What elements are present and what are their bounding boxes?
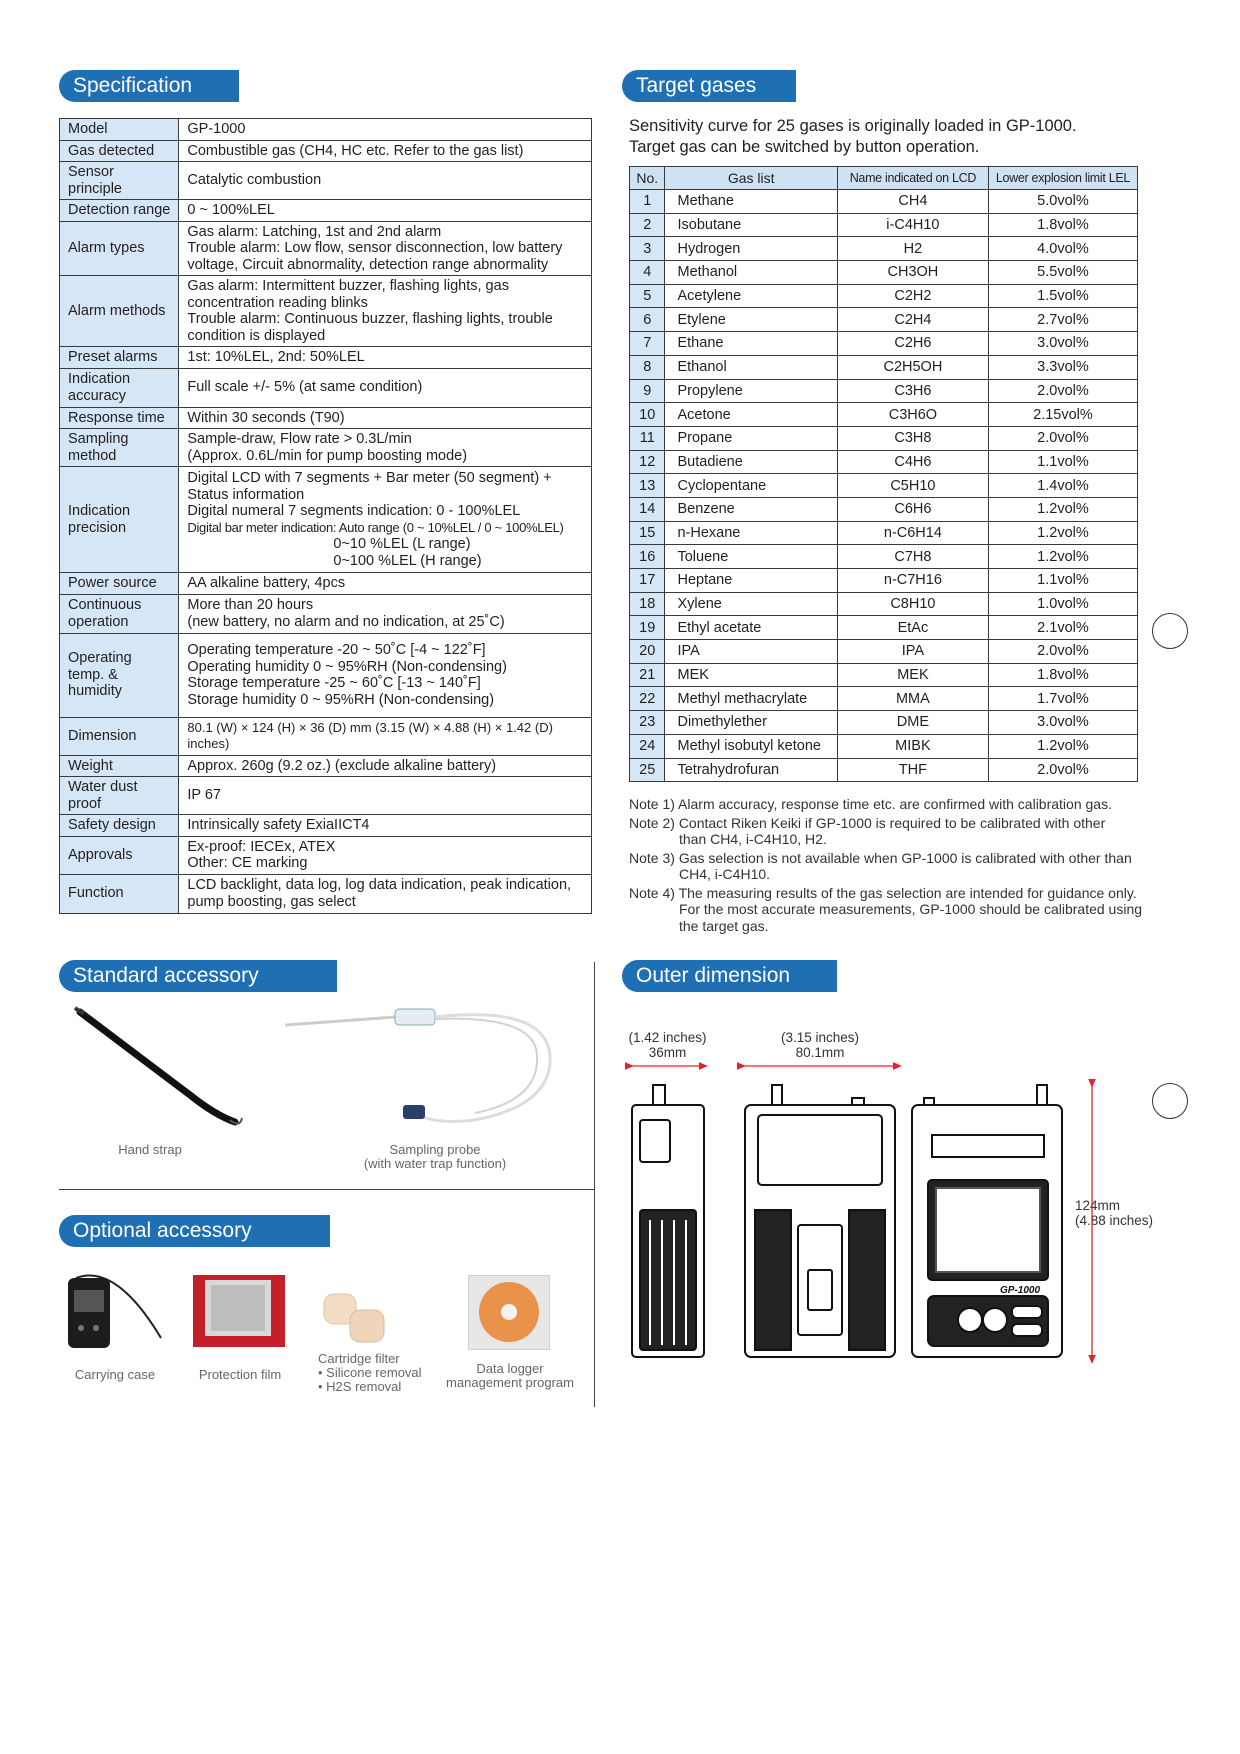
gas-lcd-cell: C2H6 bbox=[837, 332, 988, 356]
note-continuation: than CH4, i-C4H10, H2. bbox=[679, 831, 827, 847]
depth-inches: (1.42 inches) bbox=[628, 1030, 707, 1045]
gas-lel-cell: 3.0vol% bbox=[988, 332, 1137, 356]
gas-lcd-cell: C3H8 bbox=[837, 426, 988, 450]
gas-row bbox=[630, 592, 1138, 616]
spec-value bbox=[179, 221, 592, 276]
gas-lel-cell: 4.0vol% bbox=[988, 237, 1137, 261]
spec-value-line: Digital bar meter indication: Auto range (0 ~ 10%LEL / 0 ~ 100%LEL) bbox=[187, 519, 564, 535]
spec-row bbox=[60, 717, 592, 755]
gas-name-cell: IPA bbox=[665, 640, 837, 664]
gas-name-cell: Xylene bbox=[665, 592, 837, 616]
spec-row bbox=[60, 119, 592, 141]
gas-lel-cell: 1.1vol% bbox=[988, 569, 1137, 593]
gas-lcd-cell: C2H5OH bbox=[837, 355, 988, 379]
spec-label: Weight bbox=[60, 755, 179, 777]
gas-row bbox=[630, 355, 1138, 379]
gas-lel-cell: 5.0vol% bbox=[988, 190, 1137, 214]
note-item bbox=[629, 796, 1169, 813]
gas-lcd-cell: IPA bbox=[837, 640, 988, 664]
spec-label: Sampling method bbox=[60, 429, 179, 467]
gas-no-cell: 7 bbox=[630, 332, 665, 356]
spec-row bbox=[60, 815, 592, 837]
gas-name-cell: Ethanol bbox=[665, 355, 837, 379]
cartridge-filter-image bbox=[320, 1288, 400, 1348]
gas-header-cell: Name indicated on LCD bbox=[837, 167, 988, 190]
gas-no-cell: 1 bbox=[630, 190, 665, 214]
device-model-label: GP-1000 bbox=[1000, 1285, 1041, 1296]
gas-lcd-cell: C3H6O bbox=[837, 403, 988, 427]
gas-name-cell: Methyl methacrylate bbox=[665, 687, 837, 711]
gas-lel-cell: 2.15vol% bbox=[988, 403, 1137, 427]
gas-lcd-cell: C4H6 bbox=[837, 450, 988, 474]
protection-film-image bbox=[193, 1275, 285, 1347]
spec-value: 80.1 (W) × 124 (H) × 36 (D) mm (3.15 (W) × 4.88 (H) × 1.42 (D) inches) bbox=[179, 717, 592, 755]
cartridge-filter-item1: • Silicone removal bbox=[318, 1365, 422, 1380]
gas-no-cell: 14 bbox=[630, 497, 665, 521]
spec-label: Power source bbox=[60, 573, 179, 595]
gas-lel-cell: 1.8vol% bbox=[988, 663, 1137, 687]
gas-lcd-cell: H2 bbox=[837, 237, 988, 261]
gas-no-cell: 8 bbox=[630, 355, 665, 379]
hand-strap-image bbox=[70, 1000, 250, 1130]
gas-name-cell: Propane bbox=[665, 426, 837, 450]
spec-row bbox=[60, 836, 592, 874]
gas-lel-cell: 1.2vol% bbox=[988, 521, 1137, 545]
spec-label: Indication precision bbox=[60, 467, 179, 573]
gas-no-cell: 22 bbox=[630, 687, 665, 711]
width-mm: 80.1mm bbox=[795, 1045, 845, 1060]
spec-label: Alarm types bbox=[60, 221, 179, 276]
spec-value: Approx. 260g (9.2 oz.) (exclude alkaline battery) bbox=[179, 755, 592, 777]
gas-no-cell: 15 bbox=[630, 521, 665, 545]
gas-no-cell: 17 bbox=[630, 569, 665, 593]
spec-value: Full scale +/- 5% (at same condition) bbox=[179, 368, 592, 407]
gas-lcd-cell: THF bbox=[837, 758, 988, 782]
gas-no-cell: 5 bbox=[630, 284, 665, 308]
spec-label: Response time bbox=[60, 407, 179, 429]
note-text: Contact Riken Keiki if GP-1000 is required to be calibrated with other bbox=[678, 814, 1106, 831]
gas-lel-cell: 1.8vol% bbox=[988, 213, 1137, 237]
spec-value-line: Storage humidity 0 ~ 95%RH (Non-condensing) bbox=[187, 691, 495, 708]
note-continuation: For the most accurate measurements, GP-1000 should be calibrated using bbox=[679, 901, 1143, 917]
gas-no-cell: 10 bbox=[630, 403, 665, 427]
spec-row bbox=[60, 368, 592, 407]
gas-name-cell: Acetylene bbox=[665, 284, 837, 308]
gas-lcd-cell: CH3OH bbox=[837, 261, 988, 285]
width-dimension-label bbox=[770, 1030, 870, 1060]
gas-name-cell: Heptane bbox=[665, 569, 837, 593]
spec-value-line: Trouble alarm: Low flow, sensor disconnection, low battery voltage, Circuit abnormality, detection range abnormality bbox=[187, 240, 563, 273]
gas-header-cell: Lower explosion limit LEL bbox=[988, 167, 1137, 190]
spec-value bbox=[179, 467, 592, 573]
gas-lel-cell: 1.7vol% bbox=[988, 687, 1137, 711]
note-tag: Note 2) bbox=[629, 814, 675, 831]
gas-row bbox=[630, 284, 1138, 308]
spec-row bbox=[60, 407, 592, 429]
cartridge-filter-item2: • H2S removal bbox=[318, 1379, 402, 1394]
spec-row bbox=[60, 276, 592, 347]
gas-header-cell: Gas list bbox=[665, 167, 837, 190]
gas-lel-cell: 1.0vol% bbox=[988, 592, 1137, 616]
spec-label: Detection range bbox=[60, 200, 179, 222]
gas-lel-cell: 2.0vol% bbox=[988, 640, 1137, 664]
gas-lel-cell: 2.0vol% bbox=[988, 426, 1137, 450]
note-tag: Note 4) bbox=[629, 884, 675, 901]
note-text: Alarm accuracy, response time etc. are confirmed with calibration gas. bbox=[678, 796, 1112, 812]
gas-row bbox=[630, 403, 1138, 427]
gas-lel-cell: 1.4vol% bbox=[988, 474, 1137, 498]
spec-value-line: Storage temperature -25 ~ 60˚C [-13 ~ 140˚F] bbox=[187, 675, 481, 691]
spec-row bbox=[60, 347, 592, 369]
front-view bbox=[912, 1085, 1062, 1357]
gas-row bbox=[630, 663, 1138, 687]
note-item bbox=[629, 885, 1169, 935]
spec-value-line: 0~100 %LEL (H range) bbox=[333, 552, 482, 569]
gas-header-cell: No. bbox=[630, 167, 665, 190]
gas-lcd-cell: DME bbox=[837, 711, 988, 735]
gas-name-cell: Butadiene bbox=[665, 450, 837, 474]
back-view bbox=[745, 1085, 895, 1357]
gas-row bbox=[630, 497, 1138, 521]
gas-lcd-cell: C5H10 bbox=[837, 474, 988, 498]
gas-lcd-cell: C2H2 bbox=[837, 284, 988, 308]
gas-name-cell: Hydrogen bbox=[665, 237, 837, 261]
gas-lcd-cell: C8H10 bbox=[837, 592, 988, 616]
target-intro-line1: Sensitivity curve for 25 gases is originally loaded in GP-1000. bbox=[629, 117, 1077, 135]
gas-lel-cell: 2.1vol% bbox=[988, 616, 1137, 640]
spec-row bbox=[60, 467, 592, 573]
spec-value bbox=[179, 276, 592, 347]
sampling-probe-note: (with water trap function) bbox=[363, 1156, 507, 1171]
gas-header-row bbox=[630, 167, 1138, 190]
spec-label: Dimension bbox=[60, 717, 179, 755]
height-mm: 124mm bbox=[1075, 1198, 1121, 1213]
gas-name-cell: Methanol bbox=[665, 261, 837, 285]
spec-value-line: (Approx. 0.6L/min for pump boosting mode) bbox=[187, 447, 468, 464]
gas-name-cell: MEK bbox=[665, 663, 837, 687]
cartridge-filter-caption bbox=[310, 1352, 440, 1394]
gas-no-cell: 12 bbox=[630, 450, 665, 474]
data-logger-cd-image bbox=[468, 1275, 550, 1350]
gas-row bbox=[630, 190, 1138, 214]
gas-lel-cell: 5.5vol% bbox=[988, 261, 1137, 285]
gas-row bbox=[630, 640, 1138, 664]
carrying-case-caption: Carrying case bbox=[74, 1367, 156, 1382]
spec-value bbox=[179, 429, 592, 467]
spec-value-line: 0~10 %LEL (L range) bbox=[333, 536, 471, 552]
spec-row bbox=[60, 221, 592, 276]
gas-row bbox=[630, 687, 1138, 711]
gas-lel-cell: 2.7vol% bbox=[988, 308, 1137, 332]
gas-lel-cell: 1.2vol% bbox=[988, 545, 1137, 569]
note-text: Gas selection is not available when GP-1000 is calibrated with other than bbox=[678, 849, 1132, 866]
spec-value bbox=[179, 633, 592, 717]
carrying-case-image bbox=[66, 1268, 166, 1353]
spec-value-line: Sample-draw, Flow rate > 0.3L/min bbox=[187, 431, 412, 447]
gas-name-cell: Cyclopentane bbox=[665, 474, 837, 498]
spec-value-line: Digital numeral 7 segments indication: 0 - 100%LEL bbox=[187, 503, 521, 519]
gas-lcd-cell: n-C6H14 bbox=[837, 521, 988, 545]
spec-value-line: Ex-proof: IECEx, ATEX bbox=[187, 838, 336, 855]
gas-row bbox=[630, 734, 1138, 758]
spec-row bbox=[60, 755, 592, 777]
hand-strap-caption: Hand strap bbox=[118, 1142, 182, 1157]
gas-no-cell: 18 bbox=[630, 592, 665, 616]
gas-row bbox=[630, 332, 1138, 356]
gas-lcd-cell: C3H6 bbox=[837, 379, 988, 403]
data-logger-label2: management program bbox=[446, 1375, 574, 1390]
width-inches: (3.15 inches) bbox=[780, 1030, 860, 1045]
gas-row bbox=[630, 450, 1138, 474]
spec-label: Alarm methods bbox=[60, 276, 179, 347]
spec-table bbox=[59, 118, 592, 914]
gas-no-cell: 20 bbox=[630, 640, 665, 664]
spec-label: Preset alarms bbox=[60, 347, 179, 369]
gas-row bbox=[630, 521, 1138, 545]
spec-label: Indication accuracy bbox=[60, 368, 179, 407]
cartridge-filter-label: Cartridge filter bbox=[318, 1351, 400, 1366]
gas-no-cell: 19 bbox=[630, 616, 665, 640]
spec-label: Safety design bbox=[60, 815, 179, 837]
spec-value bbox=[179, 836, 592, 874]
gas-no-cell: 2 bbox=[630, 213, 665, 237]
spec-label: Operating temp. & humidity bbox=[60, 633, 179, 717]
depth-mm: 36mm bbox=[648, 1045, 687, 1060]
spec-row bbox=[60, 777, 592, 815]
gas-name-cell: n-Hexane bbox=[665, 521, 837, 545]
outer-title: Outer dimension bbox=[622, 960, 837, 992]
gas-lel-cell: 1.2vol% bbox=[988, 734, 1137, 758]
spec-label: Water dust proof bbox=[60, 777, 179, 815]
gas-lcd-cell: MIBK bbox=[837, 734, 988, 758]
gas-lcd-cell: C7H8 bbox=[837, 545, 988, 569]
spec-row bbox=[60, 200, 592, 222]
standard-title: Standard accessory bbox=[59, 960, 337, 992]
spec-value-line: Operating humidity 0 ~ 95%RH (Non-condensing) bbox=[187, 658, 507, 675]
outer-dimension-drawing bbox=[620, 1060, 1100, 1370]
spec-title: Specification bbox=[59, 70, 239, 102]
gas-no-cell: 23 bbox=[630, 711, 665, 735]
divider-horizontal bbox=[59, 1189, 594, 1190]
gas-name-cell: Benzene bbox=[665, 497, 837, 521]
gas-row bbox=[630, 474, 1138, 498]
spec-row bbox=[60, 633, 592, 717]
gas-name-cell: Propylene bbox=[665, 379, 837, 403]
gas-row bbox=[630, 545, 1138, 569]
spec-value-line: Digital LCD with 7 segments + Bar meter (50 segment) + Status information bbox=[187, 470, 552, 503]
sampling-probe-caption bbox=[355, 1143, 515, 1171]
gas-row bbox=[630, 569, 1138, 593]
gas-row bbox=[630, 616, 1138, 640]
spec-value: IP 67 bbox=[179, 777, 592, 815]
note-item bbox=[629, 850, 1169, 883]
spec-label: Sensor principle bbox=[60, 162, 179, 200]
note-continuation: CH4, i-C4H10. bbox=[679, 866, 771, 882]
gas-lel-cell: 1.5vol% bbox=[988, 284, 1137, 308]
gas-row bbox=[630, 261, 1138, 285]
gas-lcd-cell: C6H6 bbox=[837, 497, 988, 521]
gas-lcd-cell: CH4 bbox=[837, 190, 988, 214]
spec-label: Gas detected bbox=[60, 140, 179, 162]
gas-lcd-cell: MMA bbox=[837, 687, 988, 711]
gas-name-cell: Methyl isobutyl ketone bbox=[665, 734, 837, 758]
gas-row bbox=[630, 711, 1138, 735]
gas-lcd-cell: EtAc bbox=[837, 616, 988, 640]
spec-value: GP-1000 bbox=[179, 119, 592, 141]
spec-row bbox=[60, 874, 592, 913]
spec-value-line: Gas alarm: Latching, 1st and 2nd alarm bbox=[187, 223, 442, 240]
gas-row bbox=[630, 237, 1138, 261]
spec-value-line: Gas alarm: Intermittent buzzer, flashing lights, gas concentration reading blinks bbox=[187, 278, 509, 311]
height-inches: (4.88 inches) bbox=[1075, 1213, 1154, 1228]
gas-no-cell: 11 bbox=[630, 426, 665, 450]
spec-row bbox=[60, 594, 592, 633]
spec-row bbox=[60, 162, 592, 200]
gas-row bbox=[630, 426, 1138, 450]
sampling-probe-image bbox=[285, 995, 565, 1135]
gas-name-cell: Ethyl acetate bbox=[665, 616, 837, 640]
gas-name-cell: Dimethylether bbox=[665, 711, 837, 735]
note-text: The measuring results of the gas selection are intended for guidance only. bbox=[678, 884, 1137, 901]
spec-value-line: pump boosting, gas select bbox=[187, 893, 356, 910]
gas-name-cell: Methane bbox=[665, 190, 837, 214]
depth-dimension-label bbox=[620, 1030, 715, 1060]
spec-value: Within 30 seconds (T90) bbox=[179, 407, 592, 429]
gas-lel-cell: 2.0vol% bbox=[988, 379, 1137, 403]
spec-value-line: LCD backlight, data log, log data indication, peak indication, bbox=[187, 877, 572, 893]
spec-value: 1st: 10%LEL, 2nd: 50%LEL bbox=[179, 347, 592, 369]
spec-value bbox=[179, 594, 592, 633]
gas-lel-cell: 3.3vol% bbox=[988, 355, 1137, 379]
gas-no-cell: 13 bbox=[630, 474, 665, 498]
gas-table bbox=[629, 166, 1138, 782]
gas-name-cell: Toluene bbox=[665, 545, 837, 569]
gas-lel-cell: 3.0vol% bbox=[988, 711, 1137, 735]
notes bbox=[629, 796, 1169, 936]
gas-no-cell: 16 bbox=[630, 545, 665, 569]
spec-label: Continuous operation bbox=[60, 594, 179, 633]
spec-value-line: (new battery, no alarm and no indication, at 25˚C) bbox=[187, 613, 505, 630]
spec-value: Intrinsically safety ExiaIICT4 bbox=[179, 815, 592, 837]
gas-lcd-cell: i-C4H10 bbox=[837, 213, 988, 237]
binder-hole-circle bbox=[1152, 613, 1188, 649]
gas-no-cell: 6 bbox=[630, 308, 665, 332]
gas-lel-cell: 1.2vol% bbox=[988, 497, 1137, 521]
protection-film-caption: Protection film bbox=[198, 1367, 282, 1382]
spec-label: Approvals bbox=[60, 836, 179, 874]
spec-value: 0 ~ 100%LEL bbox=[179, 200, 592, 222]
spec-value-line: Trouble alarm: Continuous buzzer, flashing lights, trouble condition is displayed bbox=[187, 311, 553, 344]
note-continuation: the target gas. bbox=[679, 917, 769, 934]
divider-vertical bbox=[594, 962, 595, 1407]
spec-row bbox=[60, 573, 592, 595]
sampling-probe-label: Sampling probe bbox=[389, 1142, 481, 1157]
gas-lcd-cell: n-C7H16 bbox=[837, 569, 988, 593]
gas-name-cell: Etylene bbox=[665, 308, 837, 332]
gas-no-cell: 25 bbox=[630, 758, 665, 782]
gas-lel-cell: 1.1vol% bbox=[988, 450, 1137, 474]
gas-row bbox=[630, 758, 1138, 782]
gas-no-cell: 9 bbox=[630, 379, 665, 403]
gas-row bbox=[630, 379, 1138, 403]
spec-value: AA alkaline battery, 4pcs bbox=[179, 573, 592, 595]
target-title: Target gases bbox=[622, 70, 796, 102]
spec-value bbox=[179, 874, 592, 913]
gas-no-cell: 24 bbox=[630, 734, 665, 758]
gas-lel-cell: 2.0vol% bbox=[988, 758, 1137, 782]
spec-row bbox=[60, 429, 592, 467]
data-logger-label: Data logger bbox=[476, 1361, 544, 1376]
gas-lcd-cell: C2H4 bbox=[837, 308, 988, 332]
gas-name-cell: Acetone bbox=[665, 403, 837, 427]
gas-name-cell: Isobutane bbox=[665, 213, 837, 237]
gas-row bbox=[630, 213, 1138, 237]
gas-name-cell: Tetrahydrofuran bbox=[665, 758, 837, 782]
gas-no-cell: 3 bbox=[630, 237, 665, 261]
gas-row bbox=[630, 308, 1138, 332]
gas-no-cell: 21 bbox=[630, 663, 665, 687]
note-item bbox=[629, 815, 1169, 848]
gas-no-cell: 4 bbox=[630, 261, 665, 285]
spec-row bbox=[60, 140, 592, 162]
data-logger-caption bbox=[435, 1362, 585, 1390]
note-tag: Note 1) bbox=[629, 796, 675, 812]
spec-value-line: More than 20 hours bbox=[187, 597, 314, 613]
binder-hole-circle bbox=[1152, 1083, 1188, 1119]
spec-label: Model bbox=[60, 119, 179, 141]
note-tag: Note 3) bbox=[629, 849, 675, 866]
side-view bbox=[632, 1085, 704, 1357]
spec-value-line: Operating temperature -20 ~ 50˚C [-4 ~ 122˚F] bbox=[187, 642, 486, 658]
optional-title: Optional accessory bbox=[59, 1215, 330, 1247]
gas-lcd-cell: MEK bbox=[837, 663, 988, 687]
spec-value-line: Other: CE marking bbox=[187, 855, 308, 871]
target-intro-line2: Target gas can be switched by button operation. bbox=[629, 138, 980, 156]
gas-name-cell: Ethane bbox=[665, 332, 837, 356]
spec-label: Function bbox=[60, 874, 179, 913]
spec-value: Catalytic combustion bbox=[179, 162, 592, 200]
spec-value: Combustible gas (CH4, HC etc. Refer to the gas list) bbox=[179, 140, 592, 162]
target-intro bbox=[629, 116, 1077, 158]
